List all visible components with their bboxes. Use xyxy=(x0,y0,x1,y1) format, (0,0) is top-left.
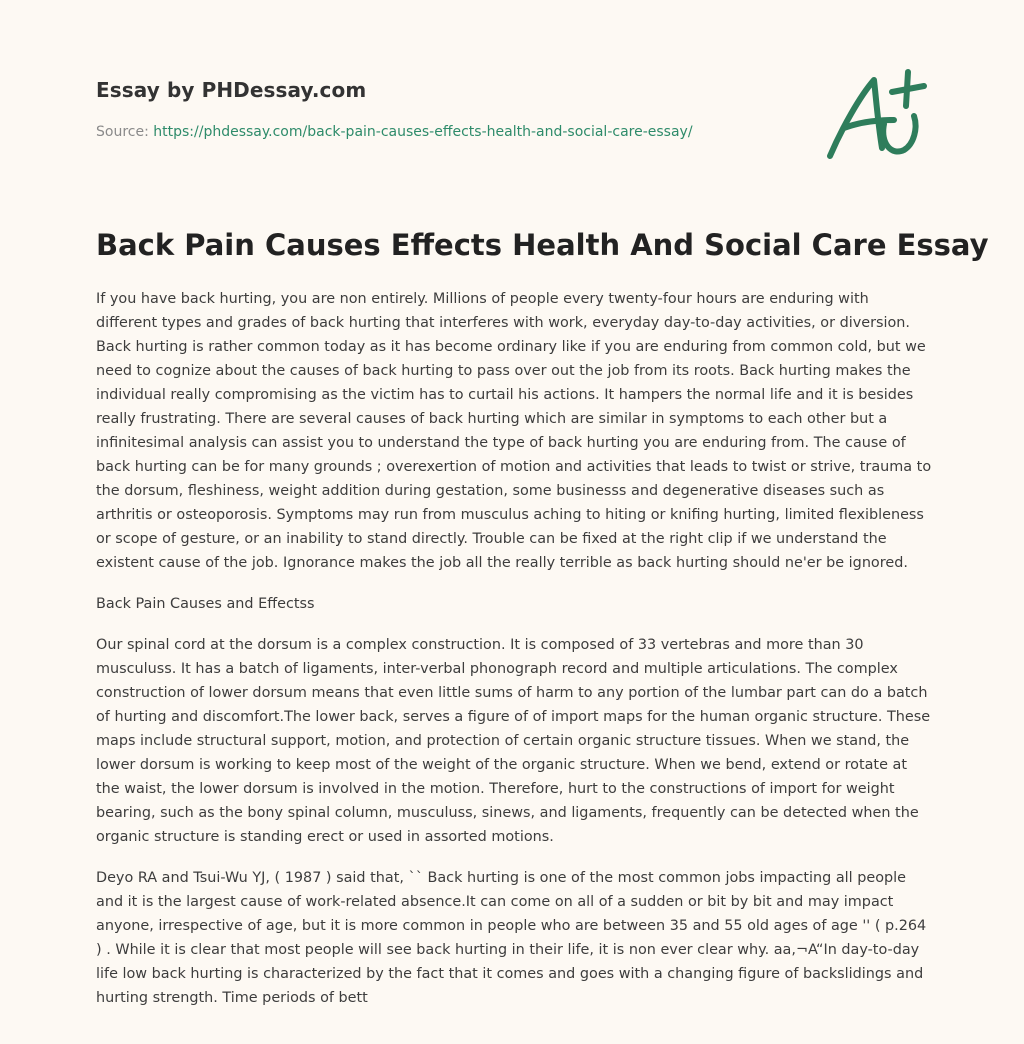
a-plus-logo-icon xyxy=(822,66,932,166)
source-line xyxy=(96,124,693,140)
paragraph: Our spinal cord at the dorsum is a complex construction. It is composed of 33 vertebras and more than 30 musculuss. It has a batch of ligaments, inter-verbal phonograph record and multiple articulations. The complex construction of lower dorsum means that even little sums of harm to any portion of the lumbar part can do a batch of hurting and discomfort.The lower back, serves a figure of of import maps for the human organic structure. These maps include structural support, motion, and protection of certain organic structure tissues. When we stand, the lower dorsum is working to keep most of the weight of the organic structure. When we bend, extend or rotate at the waist, the lower dorsum is involved in the motion. Therefore, hurt to the constructions of import for weight bearing, such as the bony spinal column, musculuss, sinews, and ligaments, frequently can be detected when the organic structure is standing erect or used in assorted motions. xyxy=(96,637,931,845)
paragraph: Deyo RA and Tsui-Wu YJ, ( 1987 ) said that, `` Back hurting is one of the most common jobs impacting all people and it is the largest cause of work-related absence.It can come on all of a sudden or bit by bit and may impact anyone, irrespective of age, but it is more common in people who are between 35 and 55 old ages of age '' ( p.264 ) . While it is clear that most people will see back hurting in their life, it is non ever clear why. aa,¬A“In day-to-day life low back hurting is characterized by the fact that it comes and goes with a changing figure of backslidings and hurting strength. Time periods of bett xyxy=(96,870,927,1006)
paragraph: If you have back hurting, you are non entirely. Millions of people every twenty-four hours are enduring with different types and grades of back hurting that interferes with work, everyday day-to-day activities, or diversion. Back hurting is rather common today as it has become ordinary like if you are enduring from common cold, but we need to cognize about the causes of back hurting to pass over out the job from its roots. Back hurting makes the individual really compromising as the victim has to curtail his actions. It hampers the normal life and it is besides really frustrating. There are several causes of back hurting which are similar in symptoms to each other but a infinitesimal analysis can assist you to understand the type of back hurting you are enduring from. The cause of back hurting can be for many grounds ; overexertion of motion and activities that leads to twist or strive, trauma to the dorsum, fleshiness, weight addition during gestation, some businesss and degenerative diseases such as arthritis or osteoporosis. Symptoms may run from musculus aching to hiting or knifing hurting, limited flexibleness or scope of gesture, or an inability to stand directly. Trouble can be fixed at the right clip if we understand the existent cause of the job. Ignorance makes the job all the really terrible as back hurting should ne'er be ignored. xyxy=(96,291,932,571)
source-link[interactable]: https://phdessay.com/back-pain-causes-effects-health-and-social-care-essay/ xyxy=(153,124,693,140)
essay-body xyxy=(96,287,932,1027)
section-heading: Back Pain Causes and Effectss xyxy=(96,596,315,612)
site-brand: Essay by PHDessay.com xyxy=(96,78,367,102)
essay-title: Back Pain Causes Effects Health And Social Care Essay xyxy=(96,228,989,262)
source-label: Source: xyxy=(96,124,154,140)
page-header xyxy=(96,0,936,200)
